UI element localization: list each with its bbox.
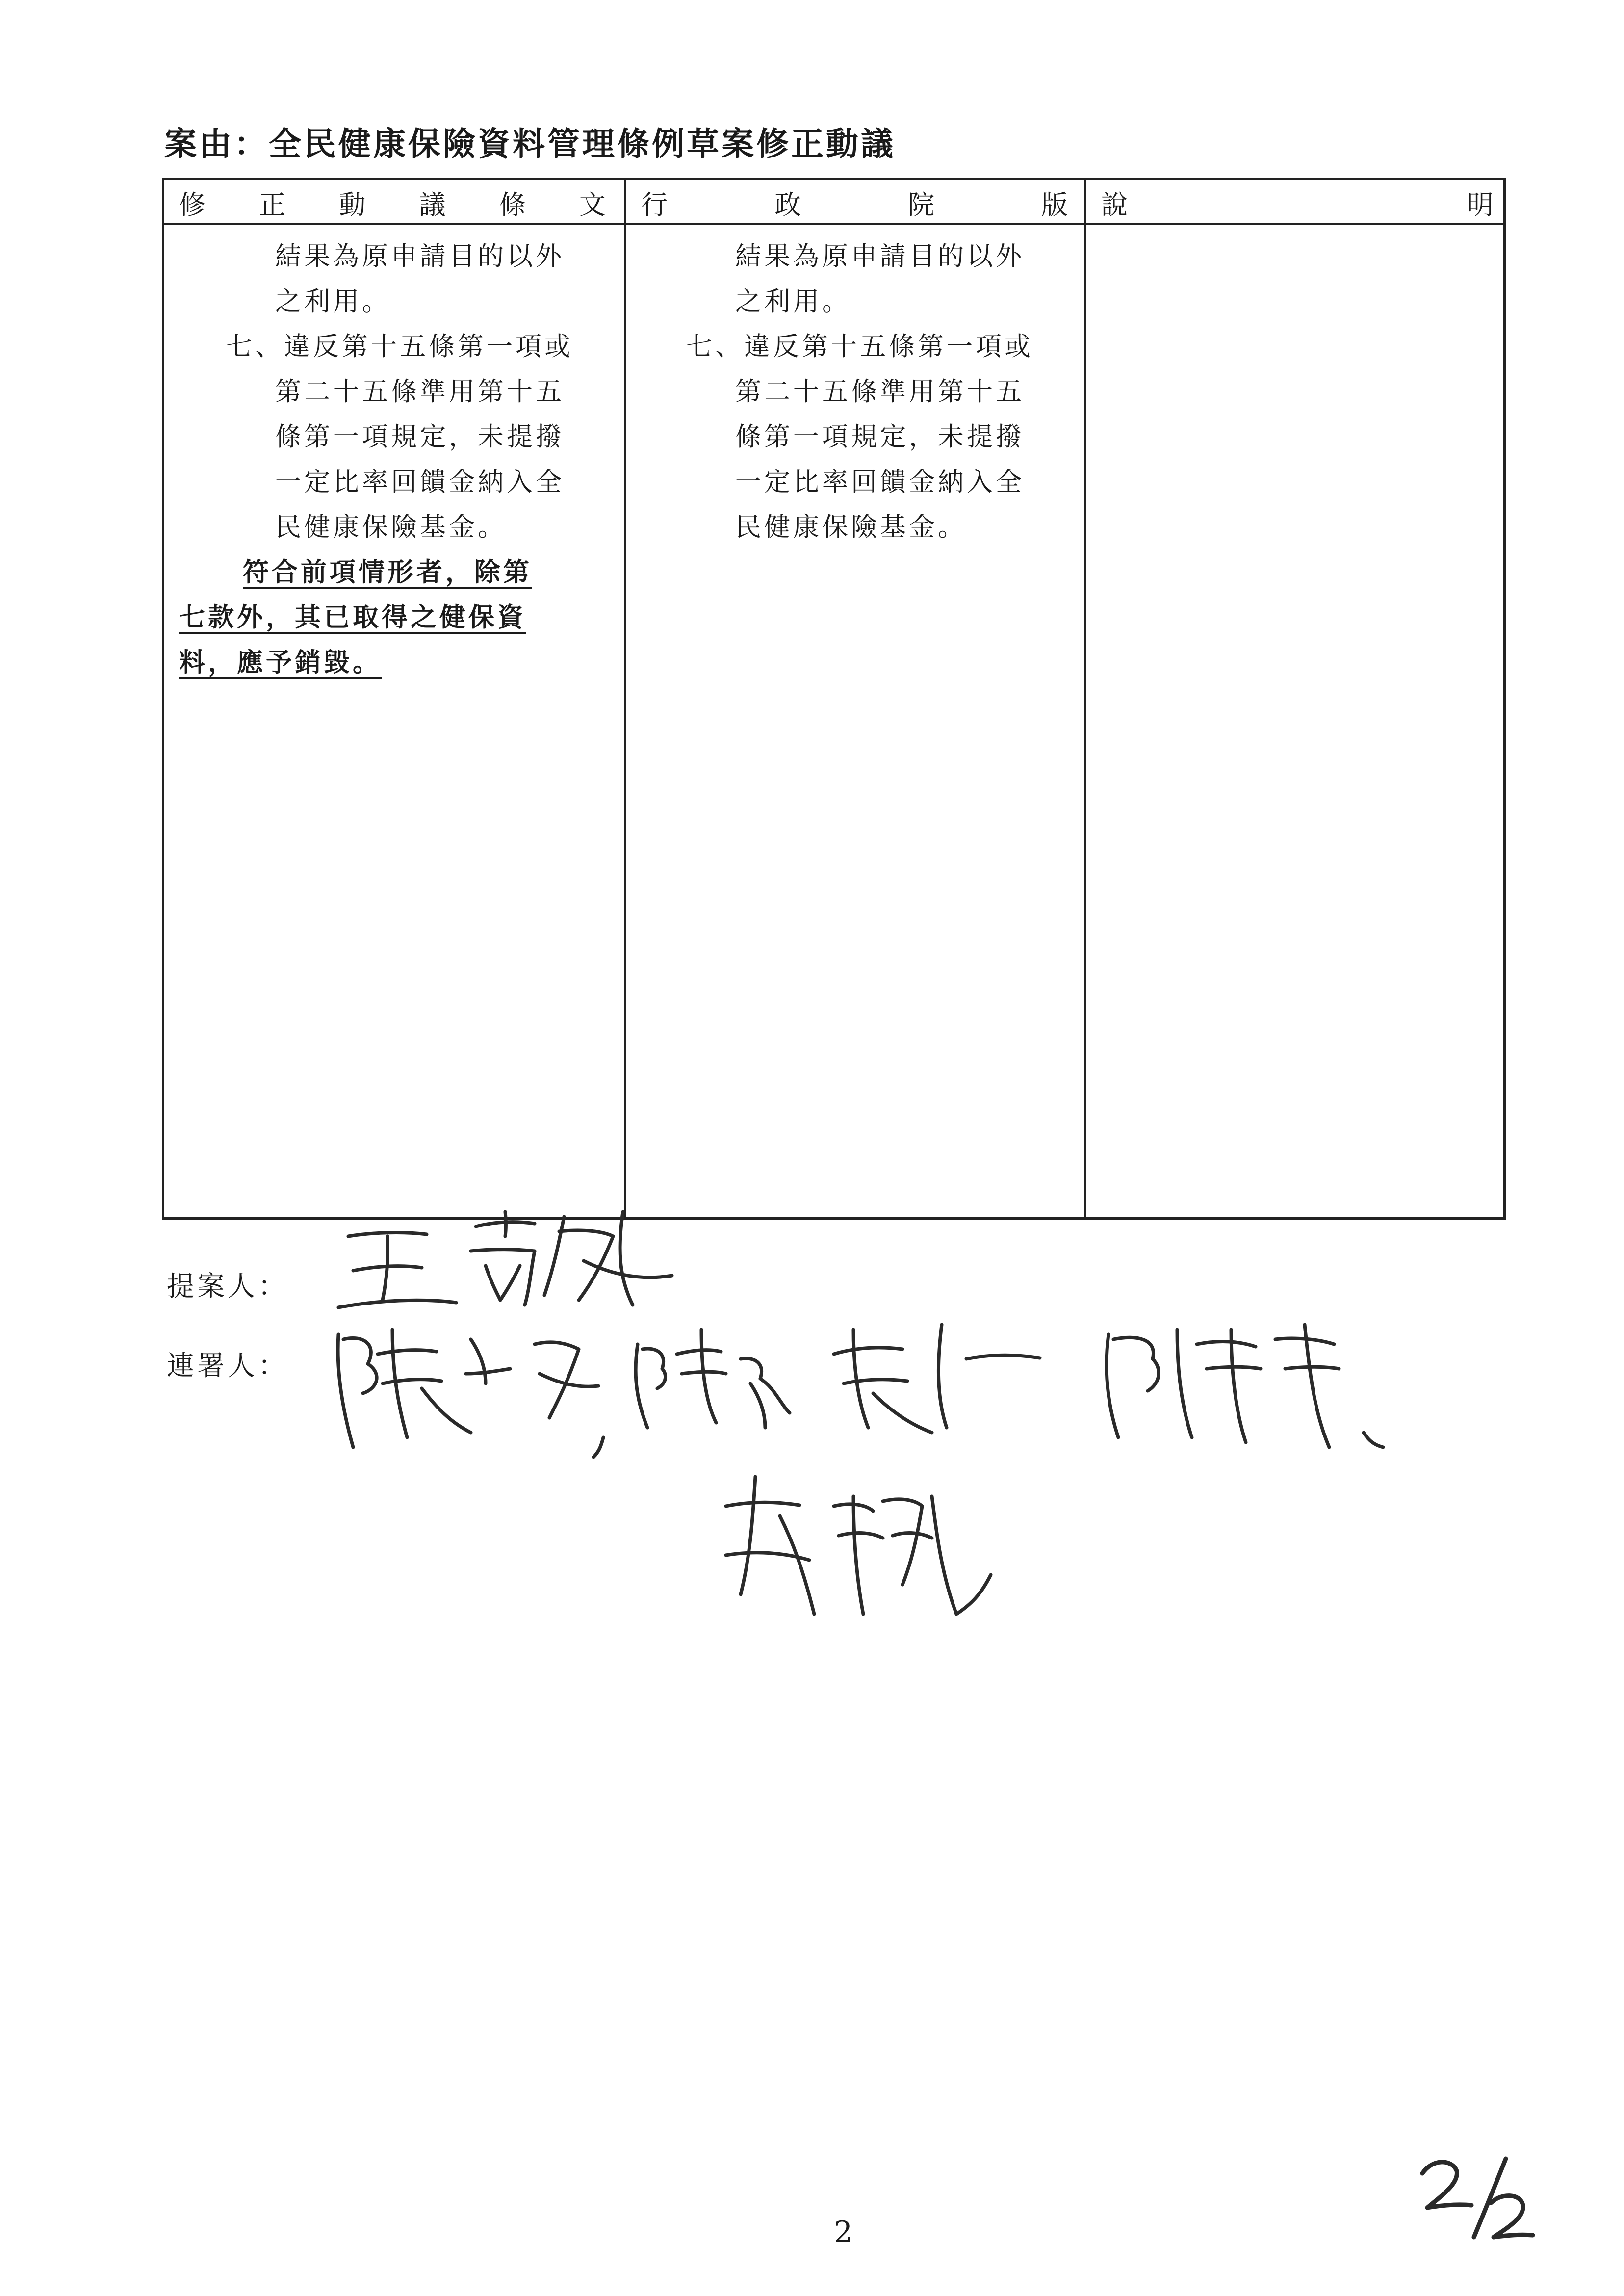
amendment-table [162, 178, 1506, 1220]
proposer-label: 提案人： [167, 1271, 288, 1303]
header-char: 動 [339, 189, 366, 220]
page-number: 2 [834, 2215, 853, 2249]
header-char: 明 [1467, 189, 1494, 220]
text-line: 結果為原申請目的以外 [275, 241, 565, 271]
header-char: 版 [1041, 189, 1068, 220]
column-divider [624, 180, 626, 1217]
text-line: 之利用。 [275, 287, 391, 316]
page-title: 案由：全民健康保險資料管理條例草案修正動議 [164, 125, 896, 163]
header-explanation [1101, 183, 1494, 222]
header-char: 正 [259, 189, 286, 220]
text-line: 條第一項規定，未提撥 [275, 422, 565, 452]
header-divider [164, 223, 1503, 225]
text-line: 一定比率回饋金納入全 [735, 467, 1025, 497]
amended-text: 符合前項情形者，除第 [243, 557, 532, 587]
header-executive [641, 183, 1068, 222]
header-char: 條 [499, 189, 526, 220]
text-line: 七、違反第十五條第一項或 [226, 332, 573, 362]
text-line: 民健康保險基金。 [735, 512, 967, 542]
header-char: 修 [179, 189, 206, 220]
header-motion [179, 183, 606, 222]
text-line: 民健康保險基金。 [275, 512, 507, 542]
cosigner-signatures [324, 1300, 1427, 1644]
motion-text-cell [179, 234, 616, 685]
header-char: 院 [908, 189, 934, 220]
column-divider [1084, 180, 1086, 1217]
header-char: 文 [579, 189, 606, 220]
amended-text: 料，應予銷毀。 [179, 648, 382, 678]
text-line: 第二十五條準用第十五 [275, 377, 565, 407]
executive-text-cell [639, 234, 1076, 550]
text-line: 之利用。 [735, 287, 851, 316]
header-char: 政 [774, 189, 801, 220]
header-char: 行 [641, 189, 668, 220]
text-line: 七、違反第十五條第一項或 [686, 332, 1033, 362]
amended-text: 七款外，其已取得之健保資 [179, 602, 526, 632]
sheet-mark-handwritten [1413, 2149, 1540, 2247]
header-char: 說 [1101, 189, 1128, 220]
text-line: 第二十五條準用第十五 [735, 377, 1025, 407]
header-char: 議 [419, 189, 446, 220]
text-line: 條第一項規定，未提撥 [735, 422, 1025, 452]
cosigners-label: 連署人： [167, 1350, 288, 1382]
text-line: 結果為原申請目的以外 [735, 241, 1025, 271]
text-line: 一定比率回饋金納入全 [275, 467, 565, 497]
